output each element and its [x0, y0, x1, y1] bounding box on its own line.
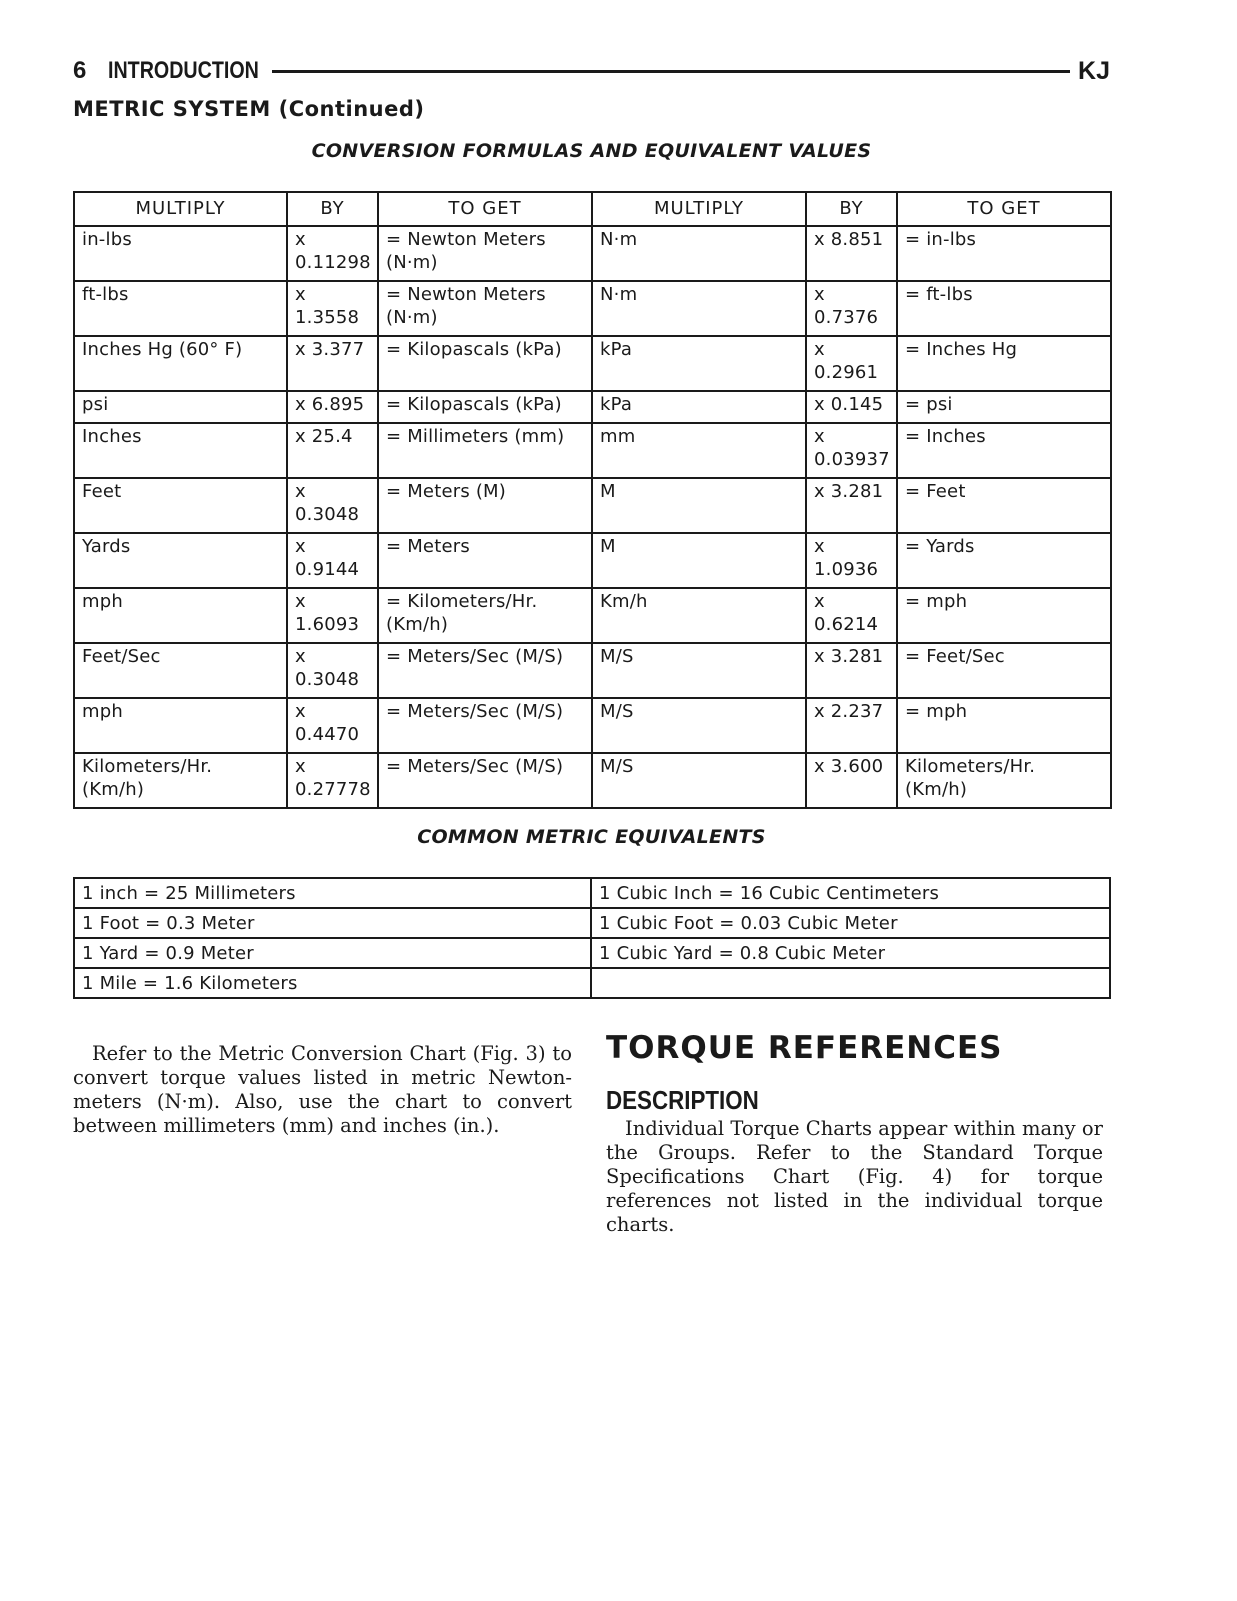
table-cell: = Meters/Sec (M/S) [378, 753, 592, 808]
table-cell: = in-lbs [897, 226, 1111, 281]
table-cell: x 0.9144 [287, 533, 378, 588]
manual-code: KJ [1078, 56, 1110, 85]
section-title: INTRODUCTION [108, 57, 260, 84]
table-cell: 1 Cubic Yard = 0.8 Cubic Meter [591, 938, 1110, 968]
table-cell: = Millimeters (mm) [378, 423, 592, 478]
table-cell: M/S [592, 643, 806, 698]
table-cell: = Meters [378, 533, 592, 588]
table-cell: Kilometers/Hr. (Km/h) [897, 753, 1111, 808]
conversion-table [73, 191, 1112, 809]
table-row [74, 643, 1111, 698]
column-header: MULTIPLY [592, 192, 806, 226]
table-cell: M [592, 478, 806, 533]
table-cell: Kilometers/Hr. (Km/h) [74, 753, 287, 808]
table-cell: 1 Mile = 1.6 Kilometers [74, 968, 591, 998]
table-row [74, 968, 1110, 998]
column-header: BY [806, 192, 897, 226]
table-cell: mph [74, 698, 287, 753]
table-cell: = Newton Meters (N·m) [378, 281, 592, 336]
torque-references-heading: TORQUE REFERENCES [606, 1030, 1003, 1066]
table-cell: = Meters/Sec (M/S) [378, 698, 592, 753]
table-row [74, 336, 1111, 391]
table-cell: x 0.27778 [287, 753, 378, 808]
table-cell: = Feet [897, 478, 1111, 533]
table-cell: x 0.03937 [806, 423, 897, 478]
table-cell: x 0.145 [806, 391, 897, 423]
table-cell: ft-lbs [74, 281, 287, 336]
table-row [74, 938, 1110, 968]
column-header: TO GET [378, 192, 592, 226]
table-cell: x 3.281 [806, 643, 897, 698]
column-header: TO GET [897, 192, 1111, 226]
table-cell: x 3.281 [806, 478, 897, 533]
common-equivalents-title: COMMON METRIC EQUIVALENTS [417, 826, 766, 848]
torque-description-paragraph: Individual Torque Charts appear within many or the Groups. Refer to the Standard Torque Specifications Chart (Fig. 4) for torque references not listed in the individual torque charts. [606, 1117, 1103, 1236]
table-cell [591, 968, 1110, 998]
table-row [74, 226, 1111, 281]
table-cell: M/S [592, 698, 806, 753]
table-cell: = psi [897, 391, 1111, 423]
conversion-table-header-row [74, 192, 1111, 226]
table-cell: in-lbs [74, 226, 287, 281]
conversion-table-title: CONVERSION FORMULAS AND EQUIVALENT VALUES [311, 140, 872, 162]
description-subheading: DESCRIPTION [606, 1085, 759, 1115]
table-cell: x 0.7376 [806, 281, 897, 336]
table-cell: = Kilopascals (kPa) [378, 391, 592, 423]
common-equivalents-table [73, 877, 1111, 999]
table-cell: kPa [592, 391, 806, 423]
table-cell: 1 Cubic Foot = 0.03 Cubic Meter [591, 908, 1110, 938]
table-cell: = mph [897, 698, 1111, 753]
table-cell: = Meters/Sec (M/S) [378, 643, 592, 698]
table-row [74, 423, 1111, 478]
page-header [73, 56, 1110, 86]
table-cell: = Feet/Sec [897, 643, 1111, 698]
table-cell: M [592, 533, 806, 588]
table-cell: x 0.3048 [287, 478, 378, 533]
column-header: BY [287, 192, 378, 226]
table-row [74, 878, 1110, 908]
table-cell: x 6.895 [287, 391, 378, 423]
table-cell: x 0.4470 [287, 698, 378, 753]
table-cell: x 0.6214 [806, 588, 897, 643]
table-row [74, 753, 1111, 808]
table-cell: x 1.3558 [287, 281, 378, 336]
table-cell: x 0.2961 [806, 336, 897, 391]
table-cell: x 1.6093 [287, 588, 378, 643]
table-row [74, 478, 1111, 533]
table-cell: 1 inch = 25 Millimeters [74, 878, 591, 908]
table-row [74, 281, 1111, 336]
continued-title: METRIC SYSTEM (Continued) [73, 97, 425, 121]
table-cell: N·m [592, 281, 806, 336]
table-row [74, 698, 1111, 753]
table-cell: x 8.851 [806, 226, 897, 281]
table-cell: psi [74, 391, 287, 423]
table-cell: x 25.4 [287, 423, 378, 478]
page-number: 6 [73, 57, 87, 84]
table-cell: = Newton Meters (N·m) [378, 226, 592, 281]
table-cell: x 3.600 [806, 753, 897, 808]
table-cell: x 3.377 [287, 336, 378, 391]
table-row [74, 588, 1111, 643]
table-row [74, 391, 1111, 423]
table-cell: M/S [592, 753, 806, 808]
table-cell: x 1.0936 [806, 533, 897, 588]
table-cell: Km/h [592, 588, 806, 643]
table-cell: Inches Hg (60° F) [74, 336, 287, 391]
table-cell: Inches [74, 423, 287, 478]
table-cell: 1 Yard = 0.9 Meter [74, 938, 591, 968]
header-rule [272, 70, 1070, 73]
table-cell: kPa [592, 336, 806, 391]
table-cell: Feet/Sec [74, 643, 287, 698]
table-cell: = Inches Hg [897, 336, 1111, 391]
table-cell: mm [592, 423, 806, 478]
table-cell: x 0.3048 [287, 643, 378, 698]
table-cell: 1 Cubic Inch = 16 Cubic Centimeters [591, 878, 1110, 908]
metric-chart-paragraph: Refer to the Metric Conversion Chart (Fig. 3) to convert torque values listed in metric Newton-meters (N·m). Also, use the chart to convert between millimeters (mm) and inches (in.). [73, 1042, 572, 1137]
table-cell: = mph [897, 588, 1111, 643]
table-cell: mph [74, 588, 287, 643]
table-row [74, 908, 1110, 938]
table-cell: = ft-lbs [897, 281, 1111, 336]
table-cell: 1 Foot = 0.3 Meter [74, 908, 591, 938]
table-cell: x 2.237 [806, 698, 897, 753]
table-cell: x 0.11298 [287, 226, 378, 281]
table-cell: = Inches [897, 423, 1111, 478]
table-cell: = Meters (M) [378, 478, 592, 533]
table-cell: Yards [74, 533, 287, 588]
table-cell: Feet [74, 478, 287, 533]
table-cell: = Kilometers/Hr. (Km/h) [378, 588, 592, 643]
table-row [74, 533, 1111, 588]
table-cell: N·m [592, 226, 806, 281]
column-header: MULTIPLY [74, 192, 287, 226]
table-cell: = Kilopascals (kPa) [378, 336, 592, 391]
table-cell: = Yards [897, 533, 1111, 588]
